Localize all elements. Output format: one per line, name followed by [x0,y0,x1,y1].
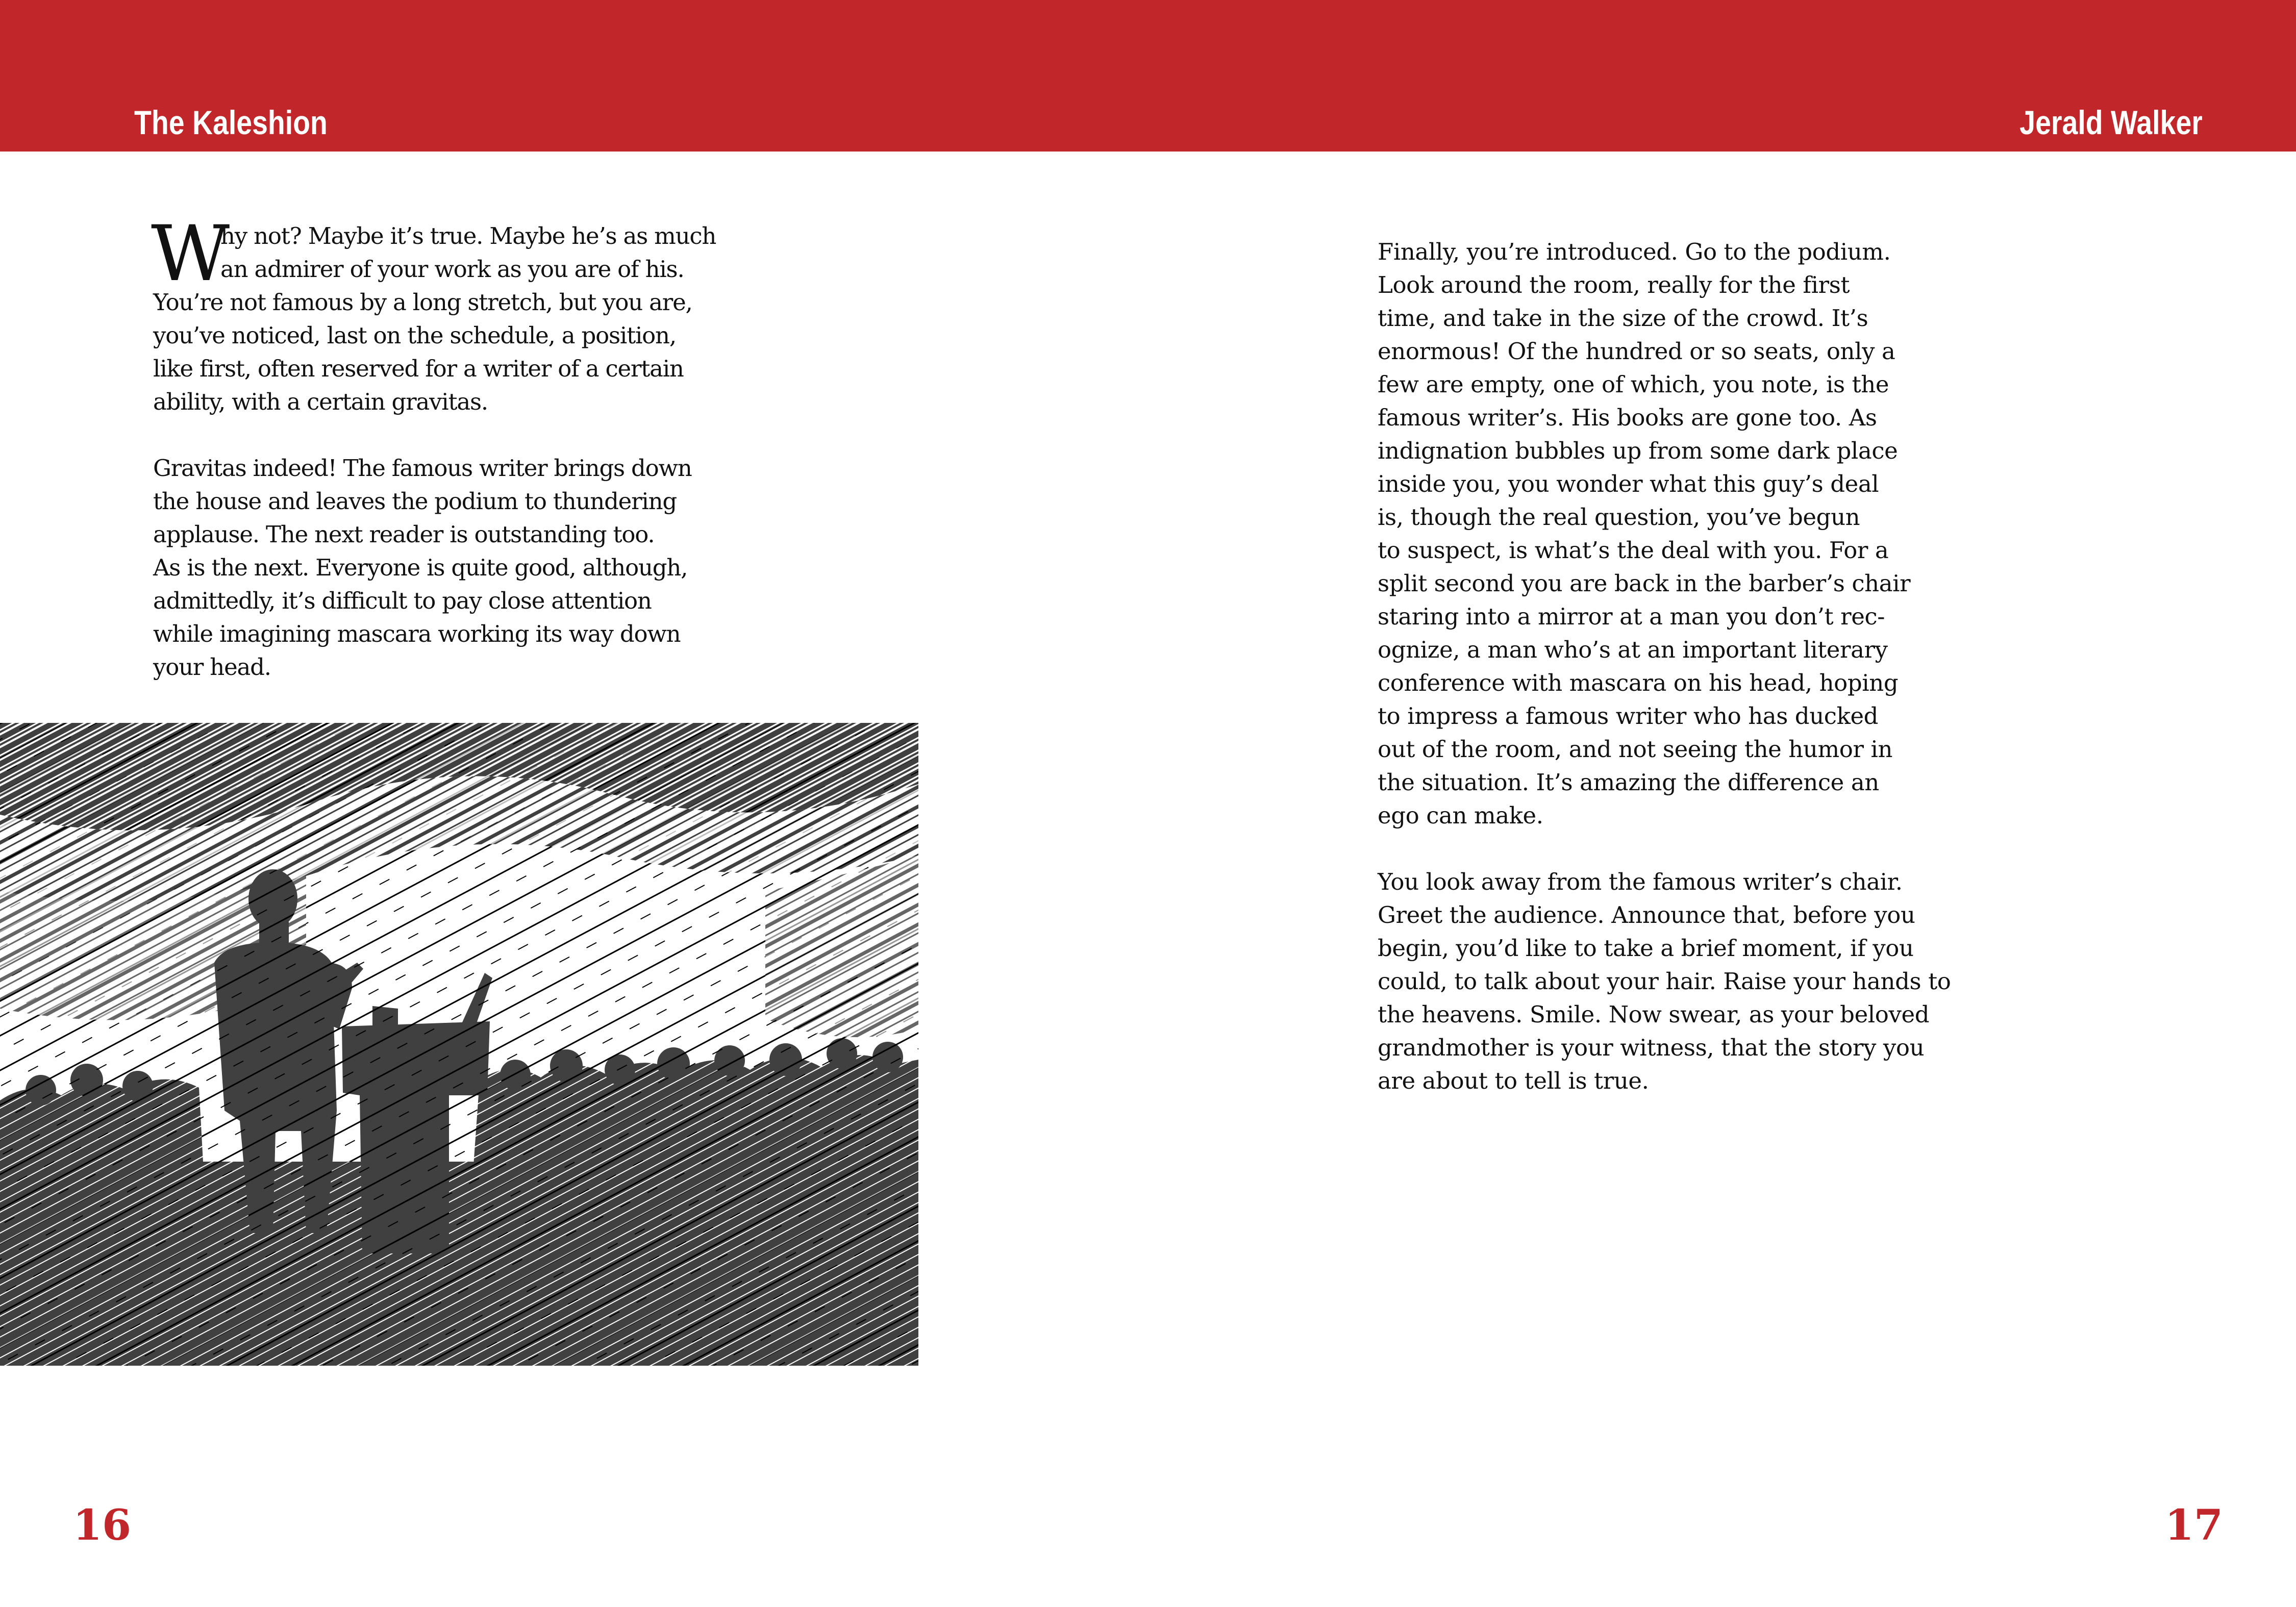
speaker-podium-illustration [0,723,918,1366]
author-name: Jerald Walker [2019,104,2203,141]
page-number-right: 17 [2164,1501,2223,1550]
text-line: the heavens. Smile. Now swear, as your beloved [1378,1001,1930,1028]
first-paragraph [1378,235,1975,832]
first-paragraph [151,210,735,418]
paragraph-gap [1378,832,1975,865]
text-line: the situation. It’s amazing the difference an [1378,769,1879,796]
text-line: You look away from the famous writer’s chair. [1378,868,1903,895]
text-line: As is the next. Everyone is quite good, although, [153,554,688,581]
second-paragraph [1378,865,1975,1097]
text-line: begin, you’d like to take a brief moment, if you [1378,935,1914,962]
text-line: Greet the audience. Announce that, before you [1378,901,1915,928]
header-bar [0,0,2296,152]
text-line: ognize, a man who’s at an important literary [1378,636,1888,663]
text-line: to impress a famous writer who has ducked [1378,702,1879,730]
text-line: time, and take in the size of the crowd. It’s [1378,305,1868,332]
text-line: ego can make. [1378,802,1543,829]
text-line: an admirer of your work as you are of his. [220,256,684,283]
text-line: is, though the real question, you’ve begun [1378,504,1860,531]
text-line: You’re not famous by a long stretch, but you are, [153,289,692,316]
drop-cap: W [151,210,229,298]
text-line: ability, with a certain gravitas. [153,388,488,415]
page-number-left: 16 [73,1501,132,1550]
text-line: Finally, you’re introduced. Go to the podium. [1378,238,1891,265]
text-line: famous writer’s. His books are gone too. As [1378,404,1877,431]
text-line: conference with mascara on his head, hoping [1378,669,1899,696]
text-line: out of the room, and not seeing the humor in [1378,736,1893,763]
text-line: Gravitas indeed! The famous writer brings down [153,455,692,482]
left-column-text [151,210,735,684]
text-line: few are empty, one of which, you note, is the [1378,371,1889,398]
text-line: are about to tell is true. [1378,1067,1649,1094]
text-line: inside you, you wonder what this guy’s deal [1378,470,1879,497]
text-line: your head. [153,654,271,681]
text-line: hy not? Maybe it’s true. Maybe he’s as much [220,222,716,249]
text-line: grandmother is your witness, that the story you [1378,1034,1925,1061]
right-column-text [1378,235,1975,1097]
text-line: indignation bubbles up from some dark place [1378,437,1898,464]
text-line: you’ve noticed, last on the schedule, a position, [153,322,676,349]
second-paragraph [153,451,735,684]
text-line: admittedly, it’s difficult to pay close attention [153,587,652,614]
text-line: to suspect, is what’s the deal with you. For a [1378,537,1889,564]
text-line: the house and leaves the podium to thundering [153,488,677,515]
text-line: Look around the room, really for the first [1378,271,1850,298]
book-title: The Kaleshion [134,104,328,141]
text-line: could, to talk about your hair. Raise your hands to [1378,968,1951,995]
text-line: while imagining mascara working its way down [153,620,681,647]
text-line: split second you are back in the barber’s chair [1378,570,1911,597]
text-line: enormous! Of the hundred or so seats, only a [1378,338,1895,365]
text-line: applause. The next reader is outstanding too. [153,521,655,548]
text-line: like first, often reserved for a writer of a certain [153,355,684,382]
text-line: staring into a mirror at a man you don’t rec- [1378,603,1885,630]
paragraph-gap [153,418,735,451]
